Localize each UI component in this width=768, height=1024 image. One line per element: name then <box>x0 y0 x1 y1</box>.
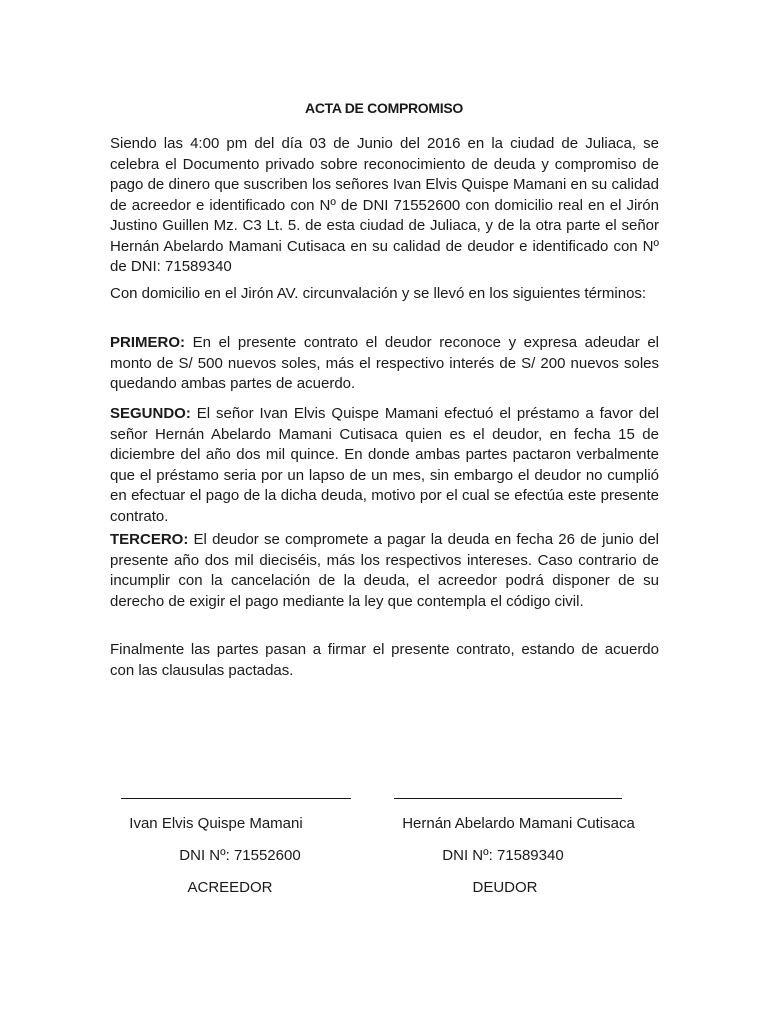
debtor-signature-line <box>394 798 622 799</box>
debtor-role: DEUDOR <box>472 879 538 896</box>
clause-primero <box>110 333 659 395</box>
clause-label: TERCERO: <box>110 531 189 548</box>
clause-text: El señor Ivan Elvis Quispe Mamani efectuó el préstamo a favor del señor Hernán Abelardo Mamani Cutisaca quien es el deudor, en fecha 15 de diciembre del año dos mil quince. En donde ambas partes pactaron verbalmente que el préstamo seria por un lapso de un mes, sin embargo el deudor no cumplió en efectuar el pago de la dicha deuda, motivo por el cual se efectúa este presente contrato. <box>110 405 659 525</box>
debtor-name: Hernán Abelardo Mamani Cutisaca <box>402 815 635 832</box>
closing-paragraph <box>110 640 659 681</box>
creditor-signature-line <box>121 798 351 799</box>
creditor-role: ACREEDOR <box>187 879 273 896</box>
closing-text: Finalmente las partes pasan a firmar el presente contrato, estando de acuerdo con las clausulas pactadas. <box>110 641 659 679</box>
domicile-paragraph <box>110 284 659 305</box>
clause-tercero <box>110 530 659 612</box>
document-title: ACTA DE COMPROMISO <box>305 100 463 116</box>
debtor-dni: DNI Nº: 71589340 <box>442 847 564 864</box>
intro-paragraph <box>110 134 659 278</box>
creditor-name: Ivan Elvis Quispe Mamani <box>129 815 303 832</box>
creditor-dni: DNI Nº: 71552600 <box>179 847 301 864</box>
clause-text: En el presente contrato el deudor reconoce y expresa adeudar el monto de S/ 500 nuevos soles, más el respectivo interés de S/ 200 nuevos soles quedando ambas partes de acuerdo. <box>110 334 659 392</box>
intro-text: Siendo las 4:00 pm del día 03 de Junio del 2016 en la ciudad de Juliaca, se celebra el Documento privado sobre reconocimiento de deuda y compromiso de pago de dinero que suscriben los señores Ivan Elvis Quispe Mamani en su calidad de acreedor e identificado con Nº de DNI 71552600 con domicilio real en el Jirón Justino Guillen Mz. C3 Lt. 5. de esta ciudad de Juliaca, y de la otra parte el señor Hernán Abelardo Mamani Cutisaca en su calidad de deudor e identificado con Nº de DNI: 71589340 <box>110 135 659 275</box>
clause-text: El deudor se compromete a pagar la deuda en fecha 26 de junio del presente año dos mil dieciséis, más los respectivos intereses. Caso contrario de incumplir con la cancelación de la deuda, el acreedor podrá disponer de su derecho de exigir el pago mediante la ley que contempla el código civil. <box>110 531 659 610</box>
clause-label: PRIMERO: <box>110 334 185 351</box>
clause-segundo <box>110 404 659 527</box>
domicile-text: Con domicilio en el Jirón AV. circunvalación y se llevó en los siguientes términos: <box>110 285 647 302</box>
clause-label: SEGUNDO: <box>110 405 191 422</box>
